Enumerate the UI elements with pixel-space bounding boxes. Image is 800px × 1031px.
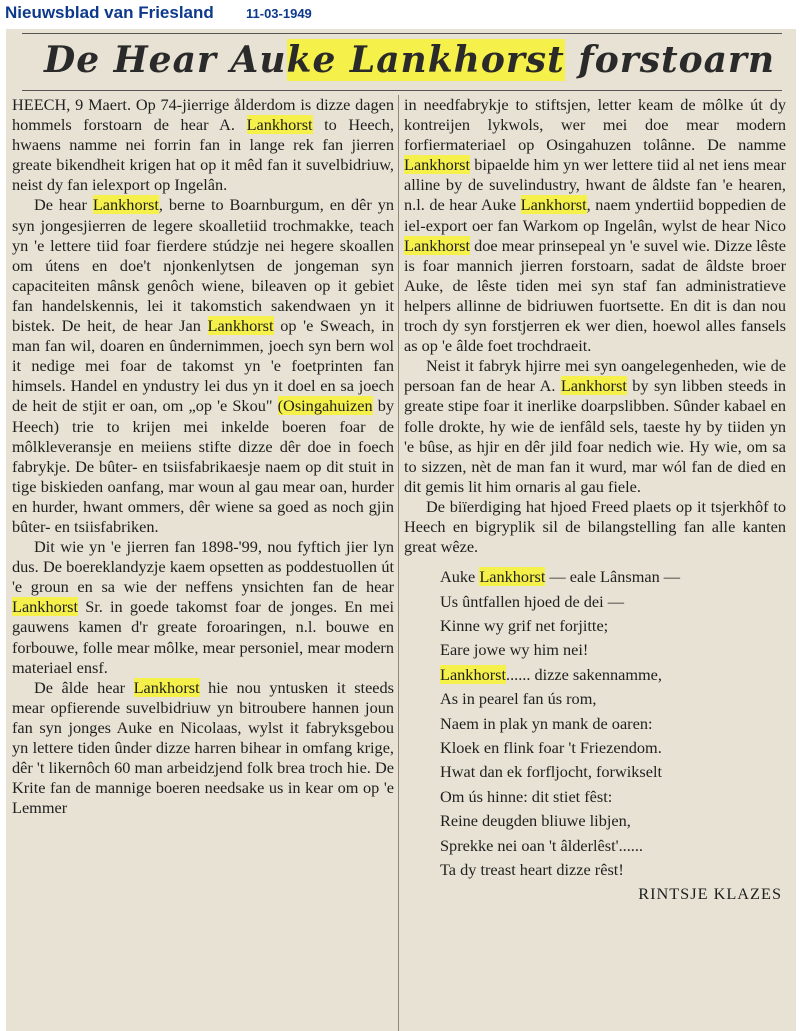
paragraph — [404, 356, 786, 497]
text-run: HEECH, 9 Maert. Op 74-jierrige ålderdom is dizze dagen hommels forstoarn de hear A. — [12, 95, 394, 135]
text-run: by Heech) trie to krijen mei inkelde boeren foar de môlkleveransje en meiiens stifte dizze dêr doe in foech fabrykje. De bûter- en tsiisfabrikaesje naem op dit stuit in tige biskieden oanfang, mar woun al gau mear oan, hurder en hurder, hwant ommers, dêr wiene sa goed as noch gjin bûter- en tsiisfabriken. — [12, 396, 394, 536]
text-run: doe mear prinsepeal yn 'e suvel wie. Dizze lêste is foar mannich jierren forstoarn, sadat de âldste broer Auke, de lêste tiden mei syn staf fan administratieve helpers allinne de bidriuwen fuortsette. En dit is dan nou troch dy syn forstjerren ek wer dien, hoewol alles fansels as op 'e âlde foet trochdraeit. — [404, 235, 786, 356]
headline-part-1: De Hear Au — [44, 39, 287, 81]
text-run: Sr. in goede takomst foar de jonges. En mei gauwens kamen d'r greate foroaringen, n.l. bouwe en forbouwe, folle mear môlke, mear personiel, mear modern materiael ensf. — [12, 597, 394, 677]
text-run: Kloek en flink foar 't Friezendom. — [440, 738, 662, 757]
highlighted-name: Lankhorst — [560, 376, 627, 396]
text-run: Naem in plak yn mank de oaren: — [440, 713, 653, 733]
text-run: bipaelde him yn wer lettere tiid al net iens mear alline by de suvelindustry, hwant de âldste fan 'e hearen, n.l. de hear Auke — [404, 155, 786, 215]
poem-line — [440, 565, 786, 589]
highlighted-name: Lankhorst — [440, 664, 507, 684]
text-run: Hwat dan ek forfljocht, forwikselt — [440, 762, 662, 782]
paragraph — [404, 95, 786, 356]
headline — [44, 39, 775, 81]
column-left — [12, 95, 394, 818]
newspaper-name: Nieuwsblad van Friesland — [5, 3, 214, 22]
poem-line — [440, 614, 786, 638]
highlighted-name: Lankhorst — [12, 597, 79, 617]
highlighted-name: Lankhorst — [520, 195, 587, 215]
text-run: hie nou yntusken it steeds mear opfierende suvelbidriuw yn bitroubere hannen joun fan syn jonges Auke en Nicolaas, wylst it fabryksgebou yn lettere tiden ûnder dizze harren bihear in omfang krige, dêr 't likernôch 60 man arbeidzjend folk brea troch hie. De Krite fan de mannige boeren needsake us in kear om op 'e Lemmer — [12, 677, 394, 818]
text-run: De hear — [34, 195, 93, 215]
text-run: , berne to Boarnburgum, en dêr yn syn jongesjierren de legere skoalletiid trochmakke, teach yn 'e lettere tiid foar fierdere stúdzje nei hegere skoallen om útens en doe't njonkenlytsen de jongeman syn capaciteiten mânsk genôch wiene, bileaven op it gebiet fan handelskennis, lei it takomstich sakendwaen yn it bistek. De heit, de hear Jan — [12, 195, 394, 336]
text-run: op 'e Sweach, in man fan wil, doaren en ûndernimmen, joech syn bern wol it nedige mei foar de takomst yn 'e foetprinten fan himsels. Handel en yndustry lei dus yn it doel en sa joech de heit de stjit er oan, om „op 'e Skou" — [12, 316, 395, 416]
text-run: Om ús hinne: dit stiet fêst: — [440, 786, 613, 806]
poem-line — [440, 590, 786, 614]
text-run: Eare jowe wy him nei! — [440, 640, 589, 660]
text-run: Neist it fabryk hjirre mei syn oangelegenheden, wie de persoan fan de hear A. — [404, 356, 786, 396]
paragraph — [12, 95, 394, 195]
highlighted-name: Lankhorst — [246, 115, 313, 135]
column-right — [404, 95, 786, 905]
author-signature: RINTSJE KLAZES — [638, 884, 782, 904]
headline-box — [22, 33, 782, 91]
poem-line — [440, 736, 786, 760]
text-run: by syn libben steeds in greate stipe foar it inerlike doarpslibben. Sûnder kabael en folle drokte, hy wie de ienfâld sels, taeste hy by tiiden yn 'e bûse, as hjir en dêr jild foar nedich wie. Hy wie, om sa to sizzen, nèt de man fan it wurd, mar wól fan de died en dit gemis lit him ornaris al gau fiele. — [404, 376, 786, 496]
text-run: Dit wie yn 'e jierren fan 1898-'99, nou fyftich jier lyn dus. De boereklandyzje kaem opsetten as poddestuollen út 'e groun en sa wie der neffens ynsichten fan de hear — [12, 537, 394, 597]
source-header — [0, 0, 800, 28]
paragraph — [12, 195, 394, 537]
column-divider — [398, 95, 399, 1031]
highlighted-name: Lankhorst — [479, 567, 546, 587]
paragraph — [404, 497, 786, 557]
highlighted-name: Lankhorst — [92, 195, 159, 215]
poem-line — [440, 760, 786, 784]
paragraph — [12, 678, 394, 819]
text-run: Ta dy treast heart dizze rêst! — [440, 860, 624, 880]
poem-line — [440, 809, 786, 833]
text-run: to Heech, hwaens namme nei forrin fan in lange rek fan jierren greate bikendheit krigen hat op it mêd fan it suvelbidriuw, neist dy fan ielexport op Ingelân. — [12, 115, 394, 195]
text-run: ...... dizze sakennamme, — [506, 664, 662, 684]
poem-line — [440, 858, 786, 882]
headline-part-2: forstoarn — [564, 39, 776, 81]
text-run: Kinne wy grif net forjitte; — [440, 615, 609, 635]
text-run: De âlde hear — [34, 677, 134, 697]
headline-highlight: ke Lankhorst — [286, 39, 565, 81]
poem-line — [440, 663, 786, 687]
text-run: Reine deugden bliuwe libjen, — [440, 811, 631, 831]
text-run: As in pearel fan ús rom, — [440, 689, 597, 709]
paragraph — [12, 537, 394, 678]
text-run: — eale Lânsman — — [545, 567, 681, 587]
newspaper-clipping — [6, 29, 796, 1031]
poem-line — [440, 834, 786, 858]
text-run: Sprekke nei oan 't âlderlêst'...... — [440, 835, 643, 855]
poem-line — [440, 638, 786, 662]
highlighted-name: Lankhorst — [133, 677, 200, 697]
text-run: Auke — [440, 567, 480, 587]
publication-date: 11-03-1949 — [246, 6, 312, 21]
poem-line — [440, 785, 786, 809]
text-run: De biïerdiging hat hjoed Freed plaets op it tsjerkhôf to Heech en bigryplik sil de bilangstelling fan alle kanten great wêze. — [404, 496, 786, 557]
highlighted-name: (Osingahuizen — [277, 396, 373, 416]
highlighted-name: Lankhorst — [207, 316, 274, 336]
poem — [440, 565, 786, 882]
highlighted-name: Lankhorst — [404, 235, 471, 255]
poem-line — [440, 712, 786, 736]
text-run: , naem yndertiid boppedien de iel-export oer fan Warkom op Ingelân, wylst de hear Nico — [404, 195, 786, 235]
text-run: Us ûntfallen hjoed de dei — — [440, 591, 625, 611]
text-run: in needfabrykje to stiftsjen, letter keam de môlke út dy kontreijen lykwols, wer mei doe mear modern forfiermateriael op Osingahuzen tolânne. De namme — [404, 95, 786, 155]
highlighted-name: Lankhorst — [404, 155, 471, 175]
poem-line — [440, 687, 786, 711]
